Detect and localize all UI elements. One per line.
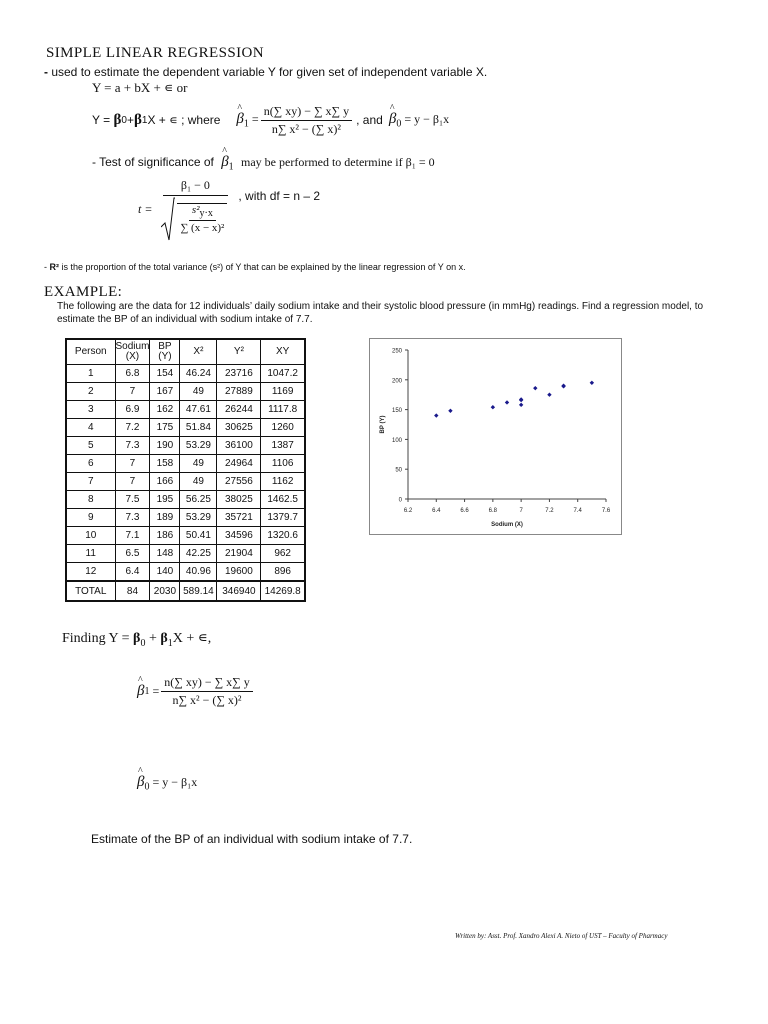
example-heading: EXAMPLE: [44, 284, 123, 300]
cell-y2: 30625 [217, 419, 261, 437]
beta1-fraction [261, 104, 352, 137]
t-inner-den: ∑ (x − x)² [180, 222, 225, 235]
cell-x2: 51.84 [180, 419, 217, 437]
header-xy: XY [261, 339, 305, 365]
beta1-formula-sub: 1 [144, 685, 150, 697]
cell-sodium: 7.3 [115, 437, 150, 455]
cell-sodium: 6.5 [115, 545, 150, 563]
beta1-denominator: n∑ x² − (∑ x)² [271, 121, 341, 136]
test-beta: ^ β [221, 154, 228, 171]
cell-x2: 42.25 [180, 545, 217, 563]
beta1-symbol: β [133, 111, 142, 128]
beta0-formula-rhs: = y − β₁x [152, 775, 198, 789]
cell-y2: 19600 [217, 563, 261, 582]
cell-bp: 166 [150, 473, 180, 491]
cell-sodium: 7 [115, 383, 150, 401]
cell-person: 9 [66, 509, 115, 527]
cell-person: 12 [66, 563, 115, 582]
table-row [66, 437, 305, 455]
cell-xy: 962 [261, 545, 305, 563]
beta0-hat: ^ β [389, 111, 396, 128]
x-tick-label: 7.4 [573, 508, 582, 514]
cell-xy: 1462.5 [261, 491, 305, 509]
table-total-row [66, 581, 305, 601]
cell-x2: 53.29 [180, 509, 217, 527]
finding-line [62, 630, 211, 649]
beta1-hat: ^ β [236, 111, 243, 128]
cell-x2: 53.29 [180, 437, 217, 455]
cell-xy: 1169 [261, 383, 305, 401]
beta1-formula-den: n∑ x² − (∑ x)² [172, 692, 242, 707]
table-body [66, 365, 305, 582]
table-row [66, 401, 305, 419]
finding-sub0: 0 [140, 637, 146, 649]
table-header-row [66, 339, 305, 365]
cell-y2: 24964 [217, 455, 261, 473]
data-point [519, 403, 523, 407]
and-word: , and [356, 113, 383, 127]
header-bp: BP (Y) [150, 339, 180, 365]
footer-credit: Written by: Asst. Prof. Xandro Alexi A. Nieto of UST – Faculty of Pharmacy [455, 932, 668, 940]
data-point [448, 409, 452, 413]
cell-person: 11 [66, 545, 115, 563]
total-bp: 2030 [150, 581, 180, 601]
eq-rest: X + ∊ ; where [147, 113, 221, 127]
cell-y2: 21904 [217, 545, 261, 563]
t-df: , with df = n – 2 [238, 189, 321, 203]
data-point [561, 384, 565, 388]
table-row [66, 545, 305, 563]
cell-bp: 162 [150, 401, 180, 419]
table-row [66, 383, 305, 401]
header-y2: Y² [217, 339, 261, 365]
cell-sodium: 7.2 [115, 419, 150, 437]
cell-bp: 190 [150, 437, 180, 455]
x-tick-label: 6.2 [403, 508, 413, 514]
t-statistic-formula [138, 172, 320, 246]
test-beta-sub: 1 [228, 161, 234, 173]
beta0-formula-symbol: ^ β [137, 774, 144, 791]
beta0-symbol: β [113, 111, 122, 128]
r2-text: is the proportion of the total variance (s²) of Y that can be explained by the linear regression of Y on x. [59, 262, 466, 272]
equation-model: Y = β 0 + β 1 X + ∊ ; where ^ $\beta_1$ = $\frac{n(\sum xy) - \sum x\sum y}{\text{n∑ x² − (∑ x)²}}$ , and ^ $\beta_0 = y - \beta_1x$ [92, 100, 449, 140]
table-row [66, 527, 305, 545]
cell-xy: 1047.2 [261, 365, 305, 383]
cell-x2: 46.24 [180, 365, 217, 383]
cell-y2: 26244 [217, 401, 261, 419]
r-squared-note [44, 262, 466, 272]
eq-plus: + [126, 113, 134, 127]
x-tick-label: 7.2 [545, 508, 554, 514]
cell-y2: 36100 [217, 437, 261, 455]
cell-xy: 1260 [261, 419, 305, 437]
r2-symbol: R² [49, 262, 59, 272]
beta1-formula-num: n(∑ xy) − ∑ x∑ y [161, 675, 252, 692]
data-point [491, 405, 495, 409]
beta1-numerator: n(∑ xy) − ∑ x∑ y [261, 104, 352, 121]
cell-person: 8 [66, 491, 115, 509]
cell-xy: 1320.6 [261, 527, 305, 545]
cell-bp: 158 [150, 455, 180, 473]
header-sodium: Sodium (X) [115, 339, 150, 365]
cell-sodium: 7.5 [115, 491, 150, 509]
table-row [66, 563, 305, 582]
cell-xy: 896 [261, 563, 305, 582]
beta0-hat-sub: 0 [396, 118, 402, 130]
x-axis-label: Sodium (X) [491, 522, 523, 528]
intro-text [44, 65, 487, 79]
cell-sodium: 6.8 [115, 365, 150, 383]
y-tick-label: 100 [391, 437, 402, 444]
x-tick-label: 7.6 [601, 508, 611, 514]
t-fraction [158, 178, 232, 241]
y-tick-label: 0 [398, 497, 402, 504]
cell-y2: 38025 [217, 491, 261, 509]
example-text-line2: estimate the BP of an individual with sodium intake of 7.7. [57, 314, 313, 325]
cell-sodium: 7 [115, 473, 150, 491]
estimate-question: Estimate of the BP of an individual with sodium intake of 7.7. [91, 832, 413, 846]
cell-bp: 167 [150, 383, 180, 401]
table-row [66, 509, 305, 527]
cell-sodium: 6.4 [115, 563, 150, 582]
cell-x2: 56.25 [180, 491, 217, 509]
beta0-formula-sub: 0 [144, 781, 150, 793]
cell-sodium: 7 [115, 455, 150, 473]
cell-person: 5 [66, 437, 115, 455]
total-x2: 589.14 [180, 581, 217, 601]
y-tick-label: 150 [391, 408, 402, 415]
cell-xy: 1117.8 [261, 401, 305, 419]
total-xy: 14269.8 [261, 581, 305, 601]
cell-person: 7 [66, 473, 115, 491]
sqrt-sign [161, 197, 175, 241]
cell-bp: 148 [150, 545, 180, 563]
t-lhs: t = [138, 201, 153, 216]
cell-xy: 1379.7 [261, 509, 305, 527]
intro-body: used to estimate the dependent variable Y for given set of independent variable X. [48, 65, 488, 79]
data-point [590, 381, 594, 385]
eq-lhs: Y = [92, 113, 111, 127]
cell-x2: 49 [180, 383, 217, 401]
cell-y2: 27889 [217, 383, 261, 401]
t-inner-fraction [177, 203, 227, 234]
r2-dash: - [44, 262, 50, 272]
cell-person: 4 [66, 419, 115, 437]
test-prefix: - Test of significance of [92, 155, 214, 169]
scatter-chart-svg [370, 339, 621, 534]
cell-sodium: 6.9 [115, 401, 150, 419]
beta0-sub: 0 [121, 114, 127, 126]
test-significance [92, 154, 435, 172]
cell-x2: 50.41 [180, 527, 217, 545]
intro-dash: - [44, 65, 48, 79]
beta1-formula-fraction [161, 675, 252, 708]
total-y2: 346940 [217, 581, 261, 601]
cell-bp: 154 [150, 365, 180, 383]
table-row [66, 455, 305, 473]
cell-x2: 40.96 [180, 563, 217, 582]
x-tick-label: 6.6 [460, 508, 469, 514]
cell-person: 2 [66, 383, 115, 401]
cell-person: 1 [66, 365, 115, 383]
finding-sub1: 1 [167, 637, 173, 649]
cell-y2: 23716 [217, 365, 261, 383]
header-person: Person [66, 339, 115, 365]
cell-x2: 47.61 [180, 401, 217, 419]
table-row [66, 365, 305, 383]
table-row [66, 491, 305, 509]
cell-person: 6 [66, 455, 115, 473]
data-point [547, 393, 551, 397]
y-tick-label: 250 [391, 348, 402, 355]
y-axis-label: BP (Y) [380, 415, 386, 434]
data-point [434, 413, 438, 417]
data-point [533, 386, 537, 390]
cell-y2: 34596 [217, 527, 261, 545]
table-row [66, 473, 305, 491]
cell-bp: 175 [150, 419, 180, 437]
t-numerator: β₁ − 0 [163, 178, 228, 196]
cell-sodium: 7.3 [115, 509, 150, 527]
cell-xy: 1162 [261, 473, 305, 491]
t-inner-num: s² [191, 203, 200, 216]
data-point [519, 398, 523, 402]
beta1-hat-sub: 1 [243, 118, 249, 130]
page-title: SIMPLE LINEAR REGRESSION [46, 45, 264, 61]
finding-b1: β [160, 631, 168, 646]
table-row [66, 419, 305, 437]
beta0-rhs: = y − β₁x [404, 111, 450, 126]
cell-sodium: 7.1 [115, 527, 150, 545]
cell-y2: 27556 [217, 473, 261, 491]
finding-b0: β [133, 631, 141, 646]
beta0-formula [137, 774, 197, 792]
cell-x2: 49 [180, 473, 217, 491]
cell-x2: 49 [180, 455, 217, 473]
cell-person: 3 [66, 401, 115, 419]
x-tick-label: 6.4 [432, 508, 441, 514]
x-tick-label: 7 [519, 508, 523, 514]
beta1-sub: 1 [141, 114, 148, 126]
finding-plus: + [145, 631, 161, 646]
cell-xy: 1387 [261, 437, 305, 455]
finding-prefix: Finding Y = [62, 631, 130, 646]
data-table [65, 338, 306, 602]
total-label: TOTAL [66, 581, 115, 601]
y-tick-label: 200 [391, 378, 402, 385]
cell-y2: 35721 [217, 509, 261, 527]
cell-bp: 189 [150, 509, 180, 527]
beta1-formula-symbol: ^ β [137, 683, 144, 700]
y-tick-label: 50 [395, 467, 402, 474]
t-inner-sub: y·x [199, 208, 213, 220]
example-text-line1: The following are the data for 12 individuals’ daily sodium intake and their systolic blood pressure (in mmHg) readings. Find a regression model, to [57, 301, 704, 312]
equation-simple: Y = a + bX + ∊ or [92, 80, 188, 95]
x-tick-label: 6.8 [488, 508, 498, 514]
data-point [505, 400, 509, 404]
scatter-chart [369, 338, 622, 535]
cell-person: 10 [66, 527, 115, 545]
finding-rest: X + ∊, [172, 631, 212, 646]
beta1-formula: ^ β 1 = $\frac{n(\sum xy) - \sum x\sum y}{\text{n∑ x² − (∑ x)²}}$ [137, 668, 255, 714]
cell-xy: 1106 [261, 455, 305, 473]
cell-bp: 186 [150, 527, 180, 545]
cell-bp: 140 [150, 563, 180, 582]
test-suffix: may be performed to determine if β₁ = 0 [241, 155, 435, 169]
total-sodium: 84 [115, 581, 150, 601]
cell-bp: 195 [150, 491, 180, 509]
header-x2: X² [180, 339, 217, 365]
